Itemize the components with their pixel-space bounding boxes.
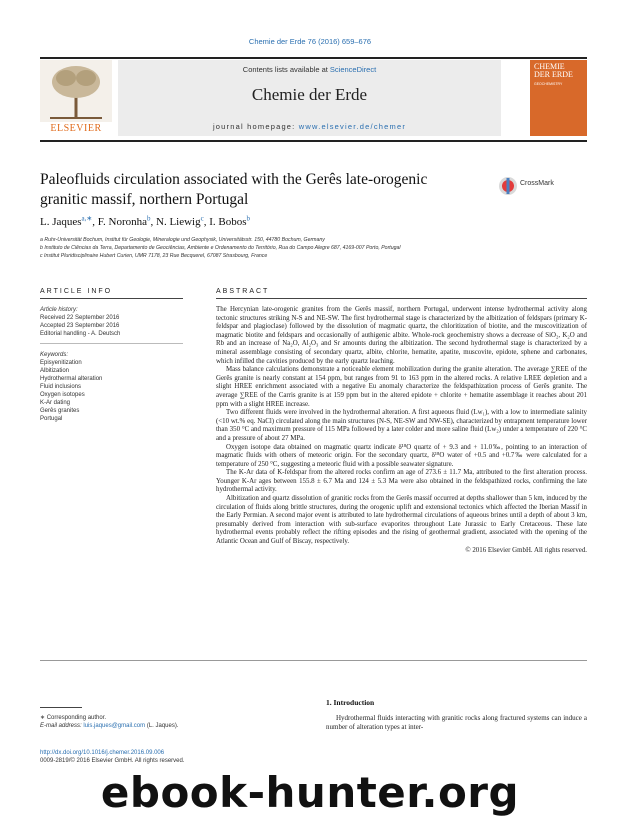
- abstract-rule: [216, 298, 587, 299]
- homepage-link[interactable]: www.elsevier.de/chemer: [298, 122, 407, 131]
- journal-homepage: [118, 122, 501, 131]
- doi-link[interactable]: http://dx.doi.org/10.1016/j.chemer.2016.09.006: [40, 750, 165, 756]
- corresponding-author-note: ∗ Corresponding author.: [40, 715, 107, 721]
- author-1[interactable]: L. Jaques$^{a,∗}$,: [40, 214, 98, 228]
- elsevier-wordmark: ELSEVIER: [50, 123, 102, 134]
- author-list: [40, 214, 250, 228]
- keyword-item: K-Ar dating: [40, 400, 71, 406]
- email-note: [40, 722, 310, 730]
- email-link[interactable]: luis.jaques@gmail.com: [83, 723, 146, 729]
- author-2[interactable]: F. Noronha$^b$,: [97, 214, 157, 228]
- cover-title: [534, 63, 584, 79]
- homepage-prefix: journal homepage:: [212, 122, 296, 131]
- article-info-heading: ARTICLE INFO: [40, 288, 113, 295]
- author-3[interactable]: N. Liewig$^c$,: [156, 214, 210, 228]
- abstract-paragraph: The Hercynian late-orogenic granites from the Gerês massif, northern Portugal, underwent intense hydrothermal activity along tectonic structures striking N-S and NE-SW. The first hydrothermal stage is characterized by the albitization of feldspars (primary K-feldspar and plagioclase) followed by the dissolution of magmatic quartz, the chloritization of biotite, and the muscovitization of magmatic biotite and feldspars and occasionally of authigenic albite. Whole-rock geochemistry shows a decrease of SiO₂, K₂O and Rb and an increase of Na₂O, Al₂O₃ and Sr amounts during the albitization. The second hydrothermal stage is characterized by a mineral assemblage consisting of secondary quartz, albite, chlorite, hematite, apatite, muscovite, epidote, sphene and carbonates, which infilled the cavities produced by the early quartz leaching.: [216, 306, 587, 365]
- abstract-paragraph: Oxygen isotope data obtained on magmatic quartz indicate δ¹⁸O quartz of + 9.3 and + 11.0‰, pointing to an interaction of magmatic fluids with others of meteoric origin. For the secondary quartz, δ¹⁸O water of +0.5 and +0.7‰ were calculated for a temperature of 250 °C, suggesting a meteoric fluid with a possible seawater signature.: [216, 443, 587, 468]
- keyword-item: Fluid inclusions: [40, 384, 82, 390]
- introduction-heading: 1. Introduction: [326, 698, 375, 707]
- info-divider: [40, 343, 183, 344]
- abstract-bottom-rule: [40, 660, 587, 661]
- email-label: E-mail address:: [40, 723, 82, 729]
- keyword-item: Albitization: [40, 368, 70, 374]
- history-editorial: Editorial handling - A. Deutsch: [40, 331, 121, 337]
- copyright-line: © 2016 Elsevier GmbH. All rights reserved.: [465, 546, 587, 554]
- keyword-item: Hydrothermal alteration: [40, 376, 103, 382]
- history-accepted: Accepted 23 September 2016: [40, 323, 120, 329]
- abstract-paragraph: Mass balance calculations demonstrate a noticeable element mobilization during the granite alteration. The average ∑REE of the Gerês granite is nearly constant at 154 ppm, but ranges from 91 to 163 ppm in the altered rocks. A relative LREE depletion and a slight HREE enrichment associated with a negative Eu anomaly characterize the feldspathization process of Gerês granite. The average ∑REE of the Carris granite is at 159 ppm but in the altered epidote + chlorite + hematite assemblage it reaches about 201 ppm with a slight HREE increase.: [216, 366, 587, 408]
- journal-reference[interactable]: Chemie der Erde 76 (2016) 659–676: [248, 37, 372, 46]
- author-4[interactable]: I. Bobos$^b$: [209, 214, 251, 228]
- affiliation-b: b Instituto de Ciências da Terra, Departamento de Geociências, Ambiente e Ordenamento do Território, Rua do Campo Alegre 687, 4169-007 Porto, Portugal: [40, 245, 401, 251]
- watermark: ebook-hunter.org: [100, 768, 520, 817]
- abstract-paragraph: Two different fluids were involved in the hydrothermal alteration. A first aqueous fluid (Lw₁), with a low to intermediate salinity (<10 wt.% eq. NaCl) circulated along the main structures (N-S, NE-SW and NW-SE), characterized by entrapment temperature lower than 350 °C and maximum pressure of 115 MPa followed by a later colder and more saline fluid (Lw₂) under a temperature of 220 °C and a pressure of about 27 MPa.: [216, 409, 587, 442]
- crossmark-icon: [498, 176, 518, 196]
- title-line-2: granitic massif, northern Portugal: [40, 191, 249, 208]
- abstract-heading: ABSTRACT: [216, 288, 270, 295]
- keyword-item: Oxygen isotopes: [40, 392, 85, 398]
- footnote-rule: [40, 707, 82, 708]
- history-label: Article history:: [40, 307, 78, 313]
- contents-line: [118, 65, 501, 74]
- affiliation-a: a Ruhr-Universität Bochum, Institut für Geologie, Mineralogie und Geophysik, Universitätsstr. 150, 44780 Bochum, Germany: [40, 237, 325, 243]
- keyword-item: Gerês granites: [40, 408, 80, 414]
- abstract-body: [216, 306, 587, 555]
- contents-prefix: Contents lists available at: [242, 65, 328, 74]
- affiliation-c: c Institut Pluridisciplinaire Hubert Curien, UMR 7178, 23 Rue Becquerel, 67087 Strasbourg, France: [40, 253, 268, 259]
- keyword-item: Portugal: [40, 416, 63, 422]
- cover-title-line-1: CHEMIE: [534, 62, 565, 71]
- article-history: [40, 306, 183, 338]
- article-info-rule: [40, 298, 183, 299]
- title-line-1: Paleofluids circulation associated with the Gerês late-orogenic: [40, 171, 428, 188]
- keywords-block: [40, 351, 183, 423]
- issn-copyright: 0009-2819/© 2016 Elsevier GmbH. All rights reserved.: [40, 758, 185, 764]
- article-title: [40, 170, 500, 210]
- keyword-item: Episyenitization: [40, 360, 82, 366]
- cover-subtitle: GEOCHEMISTRY: [534, 82, 563, 86]
- header-top-rule: [40, 57, 587, 59]
- journal-name: Chemie der Erde: [251, 85, 368, 104]
- keywords-label: Keywords:: [40, 352, 69, 358]
- crossmark-label[interactable]: CrossMark: [520, 180, 554, 187]
- abstract-paragraph: Albitization and quartz dissolution of granitic rocks from the Gerês massif occurred at depths shallower than 5 km, induced by the circulation of fluids along brittle structures, during the orogenic uplift and extensional tectonics which affected the Iberian Massif in the Early Permian. A second major event is attributed to late hydrothermal circulations of aqueous brines until a depth of about 3 km, presumably derived from interaction with sub-surface evaporites throughout Late Jurassic to Early Cretaceous. These late hydrothermal events probably reflect the rifting episodes and the rising of geothermal gradient, associated with the opening of the Atlantic Ocean and Gulf of Biscay, respectively.: [216, 495, 587, 546]
- email-suffix: (L. Jaques).: [146, 723, 179, 729]
- introduction-text: Hydrothermal fluids interacting with granitic rocks along fractured systems can induce a number of alteration types at inter-: [326, 714, 587, 731]
- abstract-paragraph: The K-Ar data of K-feldspar from the altered rocks confirm an age of 273.6 ± 11.7 Ma, attributed to the first alteration process. Younger K-Ar ages between 155.8 ± 6.7 Ma and 124 ± 5.3 Ma were also obtained in the feldspathized rocks, confirming the late hydrothermal activity.: [216, 469, 587, 494]
- cover-title-line-2: DER ERDE: [534, 70, 573, 79]
- header-bottom-rule: [40, 140, 587, 142]
- sciencedirect-link[interactable]: ScienceDirect: [329, 65, 377, 74]
- history-received: Received 22 September 2016: [40, 315, 120, 321]
